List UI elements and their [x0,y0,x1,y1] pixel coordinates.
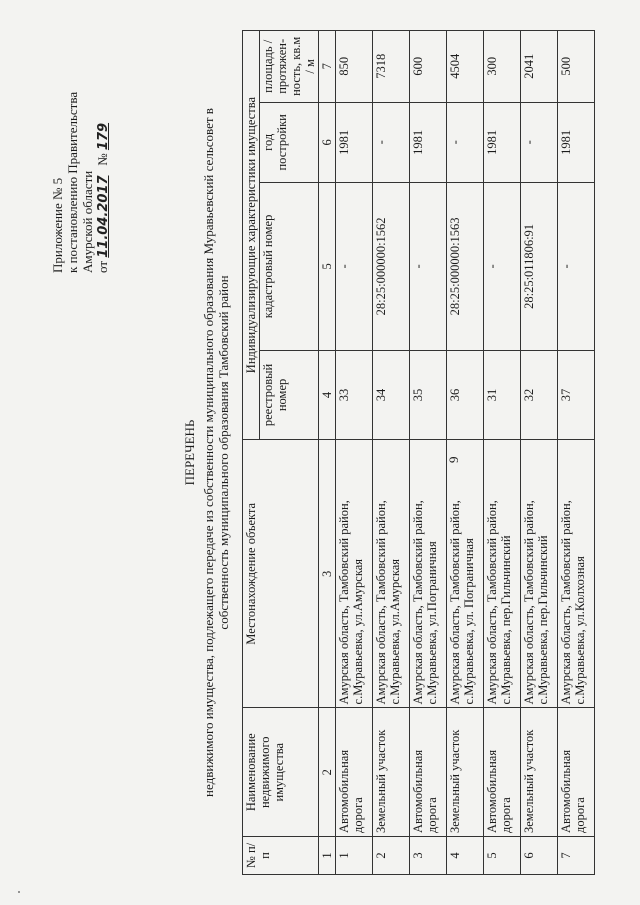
from-prefix: от [95,260,110,273]
column-number: 4 [319,350,336,439]
header-area: площадь / протяжен-ность, кв.м / м [260,31,319,103]
table-row [447,31,484,875]
title-line-2: собственность муниципального образования Тамбовский район [216,275,231,630]
header-location: Местонахождение объекта [243,440,319,708]
cell-cadastral: - [410,183,447,351]
property-table [242,30,595,875]
cell-location: Амурская область, Тамбовский район, с.Муравьевка, пер.Гильчинский [521,440,558,708]
cell-num: 7 [558,837,595,875]
cell-year: - [521,102,558,182]
cell-reg: 34 [373,350,410,439]
cell-location: Амурская область, Тамбовский район, с.Муравьевка, ул.Колхозная [558,440,595,708]
cell-area: 2041 [521,31,558,103]
cell-area: 850 [336,31,373,103]
cell-cadastral: 28:25:000000:1563 [447,183,484,351]
cell-num: 3 [410,837,447,875]
cell-num: 2 [373,837,410,875]
column-number: 5 [319,183,336,351]
column-number: 3 [319,440,336,708]
table-row [410,31,447,875]
cell-location: Амурская область, Тамбовский район, с.Муравьевка, ул. Пограничная [447,440,484,708]
cell-year: 1981 [484,102,521,182]
cell-name: Автомобильная дорога [410,708,447,837]
header-reg-number: реестровый номер [260,350,319,439]
table-row [336,31,373,875]
title-heading: ПЕРЕЧЕНЬ [182,419,197,486]
cell-area: 4504 [447,31,484,103]
number-prefix: № [95,153,110,166]
cell-area: 500 [558,31,595,103]
column-number: 1 [319,837,336,875]
cell-cadastral: - [484,183,521,351]
column-number: 6 [319,102,336,182]
cell-year: 1981 [558,102,595,182]
cell-year: 1981 [336,102,373,182]
cell-area: 300 [484,31,521,103]
cell-reg: 37 [558,350,595,439]
cell-name: Автомобильная дорога [558,708,595,837]
scan-speck [18,891,20,893]
cell-area: 600 [410,31,447,103]
cell-year: - [373,102,410,182]
cell-location: Амурская область, Тамбовский район, с.Муравьевка, пер.Гильчинский [484,440,521,708]
appendix-line-3: Амурской области [80,170,95,273]
handwritten-number: 179 [96,122,111,151]
cell-reg: 32 [521,350,558,439]
handwritten-date: 11.04.2017 [96,175,111,258]
table-row [521,31,558,875]
cell-year: - [447,102,484,182]
header-cadastral-number: кадастровый номер [260,183,319,351]
cell-location: Амурская область, Тамбовский район, с.Муравьевка, ул.Амурская [336,440,373,708]
table-row [558,31,595,875]
cell-name: Земельный участок [373,708,410,837]
cell-location: Амурская область, Тамбовский район, с.Муравьевка, ул.Амурская [373,440,410,708]
cell-cadastral: 28:25:011806:91 [521,183,558,351]
cell-reg: 35 [410,350,447,439]
appendix-line-1: Приложение № 5 [50,177,65,273]
cell-year: 1981 [410,102,447,182]
header-year: год постройки [260,102,319,182]
cell-name: Земельный участок [521,708,558,837]
cell-num: 4 [447,837,484,875]
cell-name: Автомобильная дорога [336,708,373,837]
cell-num: 6 [521,837,558,875]
title-line-1: недвижимого имущества, подлежащего передаче из собственности муниципального образования Муравьевский сельсовет в [201,108,216,797]
column-number: 2 [319,708,336,837]
cell-cadastral: - [336,183,373,351]
header-name: Наименование недвижимого имущества [243,708,319,837]
cell-reg: 33 [336,350,373,439]
header-num: № п/п [243,837,319,875]
cell-cadastral: 28:25:000000:1562 [373,183,410,351]
appendix-date-line [95,23,111,273]
cell-reg: 36 [447,350,484,439]
table-row [373,31,410,875]
appendix-block [50,23,111,273]
appendix-line-2: к постановлению Правительства [65,91,80,273]
cell-reg: 31 [484,350,521,439]
header-characteristics: Индивидуализирующие характеристики имущества [243,31,260,440]
cell-cadastral: - [558,183,595,351]
document-title [182,30,231,875]
cell-num: 5 [484,837,521,875]
cell-name: Земельный участок [447,708,484,837]
cell-num: 1 [336,837,373,875]
table-row [484,31,521,875]
column-number: 7 [319,31,336,103]
cell-area: 7318 [373,31,410,103]
cell-location: Амурская область, Тамбовский район, с.Муравьевка, ул.Пограничная [410,440,447,708]
cell-name: Автомобильная дорога [484,708,521,837]
page-number: 9 [446,456,461,463]
